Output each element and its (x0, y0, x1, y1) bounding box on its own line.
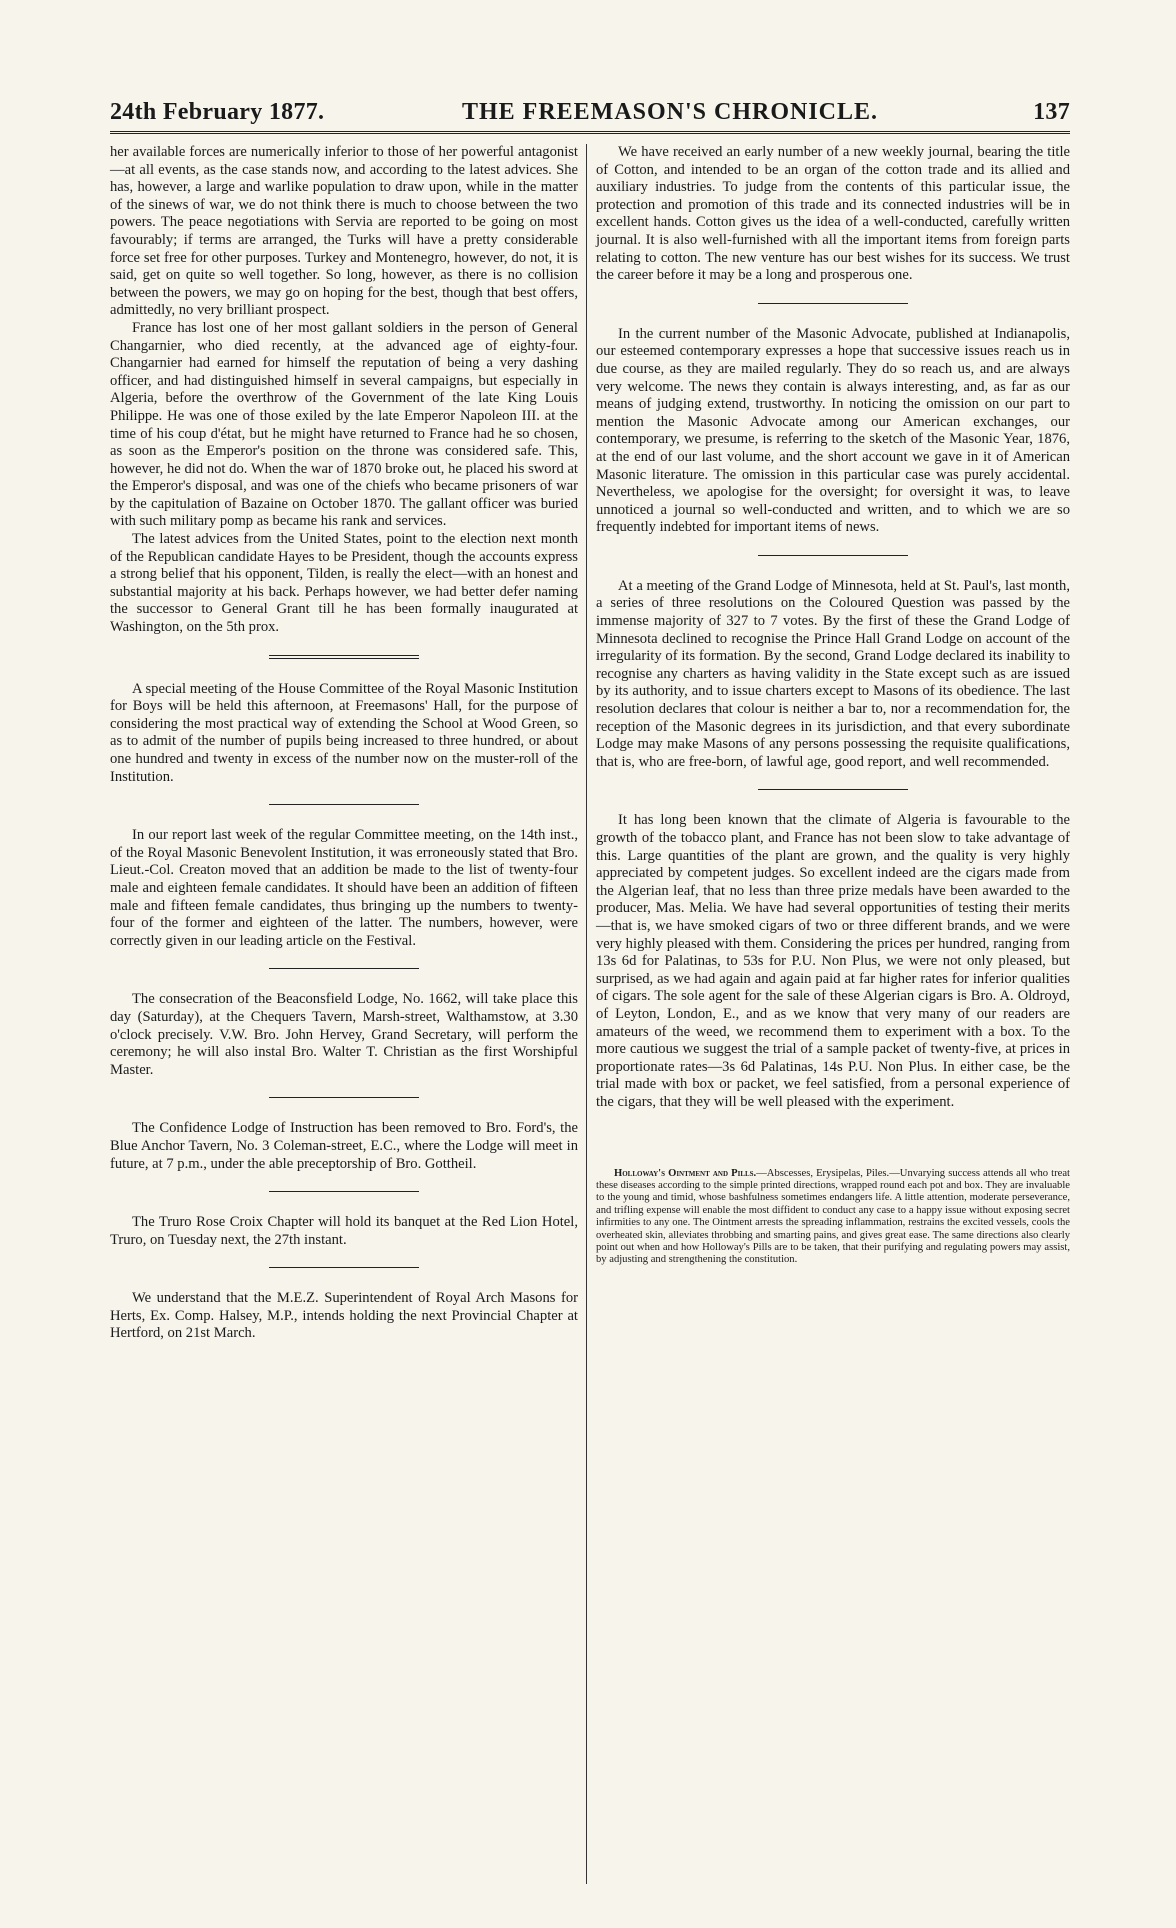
article-cotton-journal: We have received an early number of a new weekly journal, bearing the title of Cotton, and intended to be an organ of the cotton trade and its allied and auxiliary industries. To judge from the contents of this particular issue, the protection and promotion of this trade and its connected industries will be in excellent hands. Cotton gives us the idea of a well-conducted, carefully written journal. It is also well-furnished with all the important items from foreign parts relating to cotton. The new venture has our best wishes for its success. We trust the career before it may be a long and prosperous one. (596, 144, 1070, 284)
section-divider (269, 804, 419, 805)
right-column (596, 144, 1070, 1267)
section-divider (269, 1267, 419, 1268)
holloway-advertisement (596, 1168, 1070, 1267)
section-divider (758, 789, 908, 790)
article-us-election: The latest advices from the United States, point to the election next month of the Republican candidate Hayes to be President, though the accounts express a strong belief that his opponent, Tilden, is really the elect—with an honest and substantial majority at his back. Perhaps however, we had better defer naming the successor to General Grant till he has been formally inaugurated at Washington, on the 5th prox. (110, 531, 578, 636)
ad-text: —Abscesses, Erysipelas, Piles.—Unvarying success attends all who treat these diseases according to the simple printed directions, wrapped round each pot and box. They are invaluable to the young and timid, whose bashfulness sometimes endangers life. A little attention, moderate perseverance, and trifling expense will enable the most diffident to conduct any case to a happy issue without exposing secret infirmities to any one. The Ointment arrests the spreading inflammation, restrains the excited vessels, cools the overheated skin, alleviates throbbing and smarting pains, and gives great ease. The same directions also clearly point out when and how Holloway's Pills are to be taken, that their purifying and regulating powers may assist, by adjusting and strengthening the constitution. (596, 1167, 1070, 1266)
publication-title: THE FREEMASON'S CHRONICLE. (461, 99, 879, 125)
issue-date: 24th February 1877. (110, 99, 325, 125)
article-beaconsfield-lodge: The consecration of the Beaconsfield Lodge, No. 1662, will take place this day (Saturday), at the Chequers Tavern, Marsh-street, Walthamstow, at 3.30 o'clock precisely. V.W. Bro. John Hervey, Grand Secretary, will perform the ceremony; he will also instal Bro. Walter T. Christian as the first Worshipful Master. (110, 991, 578, 1078)
article-masonic-advocate: In the current number of the Masonic Advocate, published at Indianapolis, our esteemed contemporary expresses a hope that successive issues reach us in due course, as they are mailed regularly. They do so reach us, and are always very welcome. The news they contain is always interesting, and, as far as our means of judging extend, trustworthy. In noticing the omission on our part to mention the Masonic Advocate among our American exchanges, our contemporary, we presume, is referring to the sketch of the Masonic Year, 1876, at the end of our last volume, and the short account we gave in it of American Masonic literature. The omission in this particular case was purely accidental. Nevertheless, we apologise for the oversight; for oversight it was, to leave unnoticed a journal so well-conducted and written, and to which we are so frequently indebted for important items of news. (596, 325, 1070, 536)
article-confidence-lodge: The Confidence Lodge of Instruction has been removed to Bro. Ford's, the Blue Anchor Tavern, No. 3 Coleman-street, E.C., where the Lodge will meet in future, at 7 p.m., under the able preceptorship of Bro. Gottheil. (110, 1120, 578, 1172)
article-provincial-chapter: We understand that the M.E.Z. Superintendent of Royal Arch Masons for Herts, Ex. Comp. Halsey, M.P., intends holding the next Provincial Chapter at Hertford, on 21st March. (110, 1290, 578, 1342)
article-boys-school: A special meeting of the House Committee of the Royal Masonic Institution for Boys will be held this afternoon, at Freemasons' Hall, for the purpose of considering the most practical way of extending the School at Wood Green, so as to admit of the number of pupils being increased to three hundred, or about one hundred and twenty in excess of the number now on the muster-roll of the Institution. (110, 680, 578, 785)
article-algerian-cigars: It has long been known that the climate of Algeria is favourable to the growth of the tobacco plant, and France has not been slow to take advantage of this. Large quantities of the plant are grown, and the quality is very highly appreciated by competent judges. So excellent indeed are the cigars made from the Algerian leaf, that no less than three prize medals have been awarded to the producer, Mas. Melia. We have had several opportunities of testing their merits—that is, we have smoked cigars of two or three different brands, and we were very highly pleased with them. Considering the prices per hundred, ranging from 13s 6d for Palatinas, to 53s for P.U. Non Plus, we were not only pleased, but surprised, as we had again and again paid at far higher rates for inferior qualities of cigars. The sole agent for the sale of these Algerian cigars is Bro. A. Oldroyd, of Leyton, London, E., and as we know that very many of our readers are amateurs of the weed, we recommend them to experiment with a box. To the more cautious we suggest the trial of a sample packet of twenty-five, at prices in proportionate rates—3s 6d Palatinas, 14s P.U. Non Plus. In either case, be the trial made with box or packet, we feel satisfied, from a personal experience of the cigars, that they will be well pleased with the experiment. (596, 812, 1070, 1110)
section-divider (269, 1191, 419, 1192)
section-divider (269, 1097, 419, 1098)
section-divider (758, 555, 908, 556)
section-divider (269, 655, 419, 659)
article-benevolent-correction: In our report last week of the regular Committee meeting, on the 14th inst., of the Royal Masonic Benevolent Institution, it was erroneously stated that Bro. Lieut.-Col. Creaton moved that an addition be made to the list of twenty-four male and eighteen female candidates. It should have been an addition of fifteen male and fifteen female candidates, thus bringing up the numbers to twenty-four of the former and eighteen of the latter. The numbers, however, were correctly given in our leading article on the Festival. (110, 827, 578, 949)
header-rule (110, 131, 1070, 134)
page-number: 137 (1033, 99, 1070, 125)
article-foreign-affairs-continued: her available forces are numerically inferior to those of her powerful antagonist—at all events, as the case stands now, and according to the latest advices. She has, however, a large and warlike population to draw upon, while in the matter of the sinews of war, we do not think there is much to choose between the two powers. The peace negotiations with Servia are reported to be going on most favourably; if terms are arranged, the Turks will have a pretty considerable force set free for other purposes. Turkey and Montenegro, however, do not, it is said, get on quite so well together. So long, however, as there is no collision between the powers, we may go on hoping for the best, though that best offers, admittedly, no very brilliant prospect. (110, 144, 578, 319)
section-divider (269, 968, 419, 969)
article-grand-lodge-minnesota: At a meeting of the Grand Lodge of Minnesota, held at St. Paul's, last month, a series of three resolutions on the Coloured Question was passed by the immense majority of 327 to 7 votes. By the first of these the Grand Lodge of Minnesota declined to recognise the Prince Hall Grand Lodge on account of the irregularity of its formation. By the second, Grand Lodge declared its inability to recognise any charters as having validity in the State except such as are issued by its authority, and to issue charters except to Masons of its obedience. The last resolution declares that colour is neither a bar to, nor a recommendation for, the reception of the Masonic degrees in its jurisdiction, and that every subordinate Lodge may make Masons of any persons possessing the requisite qualifications, that is, who are free-born, of lawful age, good report, and well recommended. (596, 577, 1070, 770)
article-changarnier: France has lost one of her most gallant soldiers in the person of General Changarnier, who died recently, at the advanced age of eighty-four. Changarnier had earned for himself the reputation of being a very dashing officer, and had distinguished himself in several campaigns, but especially in Algeria, before the overthrow of the Government of the late King Louis Philippe. He was one of those exiled by the late Emperor Napoleon III. at the time of his coup d'état, but he might have returned to France had he so chosen, as soon as the Emperor's position on the throne was considered safe. This, however, he did not do. When the war of 1870 broke out, he placed his sword at the Emperor's disposal, and was one of the chiefs who became prisoners of war by the capitulation of Bazaine on October 1870. The gallant officer was buried with such military pomp as became his rank and services. (110, 319, 578, 530)
page-header (110, 96, 1070, 126)
section-divider (758, 303, 908, 304)
left-column (110, 144, 578, 1343)
ad-heading: Holloway's Ointment and Pills. (614, 1167, 757, 1179)
article-truro-rose-croix: The Truro Rose Croix Chapter will hold its banquet at the Red Lion Hotel, Truro, on Tuesday next, the 27th instant. (110, 1214, 578, 1248)
column-divider (586, 144, 587, 1884)
